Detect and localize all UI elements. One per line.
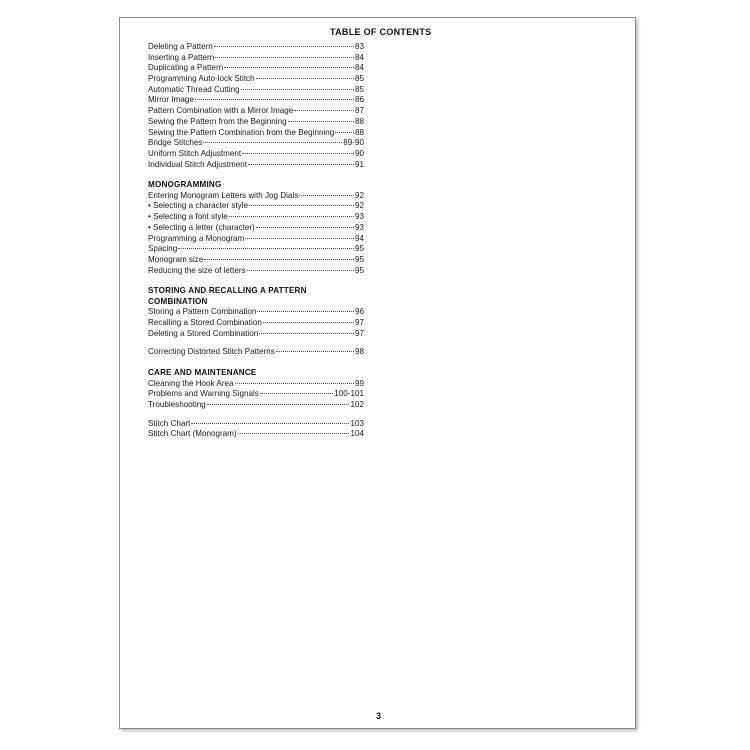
toc-entry: Troubleshooting 102 <box>148 399 364 409</box>
toc-entry: Correcting Distorted Stitch Patterns 98 <box>148 347 364 357</box>
toc-section-care-maintenance <box>148 368 364 440</box>
toc-entry: Deleting a Stored Combination 97 <box>148 328 364 338</box>
toc-entry: Uniform Stitch Adjustment 90 <box>148 148 364 158</box>
section-heading-continued: COMBINATION <box>148 296 208 306</box>
toc-entry: Sewing the Pattern Combination from the Beginning 88 <box>148 127 364 137</box>
toc-entry: Recalling a Stored Combination 97 <box>148 317 364 327</box>
toc-entry: Automatic Thread Cutting 85 <box>148 84 364 94</box>
toc-section-monogramming <box>148 180 364 276</box>
toc-entry: • Selecting a character style 92 <box>148 201 364 211</box>
toc-entry: Monogram size 95 <box>148 254 364 264</box>
toc-entry: Reducing the size of letters 95 <box>148 265 364 275</box>
toc-entry: Cleaning the Hook Area 99 <box>148 378 364 388</box>
toc-entry: Inserting a Pattern 84 <box>148 52 364 62</box>
section-heading: MONOGRAMMING <box>148 180 222 190</box>
toc-entry: Mirror Image 86 <box>148 95 364 105</box>
toc-entry: Storing a Pattern Combination 96 <box>148 307 364 317</box>
toc-entry: Deleting a Pattern 83 <box>148 42 364 51</box>
toc-entry: Pattern Combination with a Mirror Image 87 <box>148 106 364 116</box>
section-heading: STORING AND RECALLING A PATTERN <box>148 286 307 296</box>
table-of-contents <box>148 42 364 440</box>
toc-entry: Problems and Warning Signals 100-101 <box>148 389 364 399</box>
page-title: TABLE OF CONTENTS <box>330 27 432 37</box>
toc-entry: Programming a Monogram 94 <box>148 233 364 243</box>
toc-entry: Bridge Stitches 89-90 <box>148 138 364 148</box>
page-number: 3 <box>376 711 382 721</box>
toc-entry: Entering Monogram Letters with Jog Dials 92 <box>148 190 364 200</box>
toc-entry: Sewing the Pattern from the Beginning 88 <box>148 116 364 126</box>
toc-entry: Programming Auto-lock Stitch 85 <box>148 74 364 84</box>
toc-entry: Stitch Chart (Monogram) 104 <box>148 429 364 439</box>
section-heading: CARE AND MAINTENANCE <box>148 368 257 377</box>
toc-entry: Duplicating a Pattern 84 <box>148 63 364 73</box>
toc-entry: Stitch Chart 103 <box>148 418 364 428</box>
toc-entry: Spacing 95 <box>148 244 364 254</box>
toc-entry: • Selecting a letter (character) 93 <box>148 222 364 232</box>
toc-section-storing-recalling <box>148 286 364 358</box>
toc-section-stitch-editing <box>148 42 364 170</box>
toc-entry: Individual Stitch Adjustment 91 <box>148 159 364 169</box>
document-page <box>119 17 636 729</box>
toc-entry: • Selecting a font style 93 <box>148 212 364 222</box>
